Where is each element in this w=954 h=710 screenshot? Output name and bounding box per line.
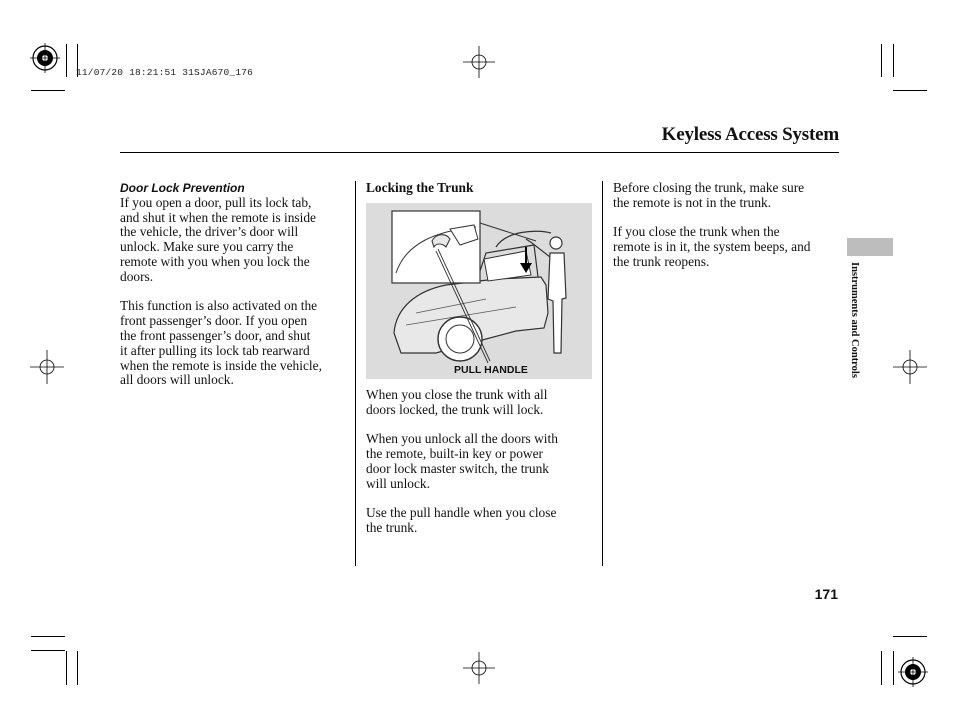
section-tab <box>847 238 893 256</box>
text-line: This function is also activated on the <box>120 298 318 314</box>
text-line: all doors will unlock. <box>120 372 234 388</box>
text-line: and shut it when the remote is inside <box>120 209 316 225</box>
text-line: unlock. Make sure you carry the <box>120 239 294 255</box>
text-line: doors locked, the trunk will lock. <box>366 401 544 417</box>
section-label <box>848 262 862 407</box>
pull-handle-label: PULL HANDLE <box>454 364 528 376</box>
crop-mark <box>77 651 78 685</box>
page-title: Keyless Access System <box>661 124 839 145</box>
crop-mark <box>881 651 882 685</box>
door-lock-prevention-heading: Door Lock Prevention <box>120 181 245 195</box>
text-line: when the remote is inside the vehicle, <box>120 357 322 373</box>
text-line: front passenger’s door. If you open <box>120 313 308 329</box>
crop-mark <box>66 651 67 685</box>
crop-mark <box>893 636 927 637</box>
crop-mark <box>893 651 894 685</box>
page-number: 171 <box>814 586 838 602</box>
text-line: the trunk reopens. <box>613 253 710 269</box>
text-line: the remote is not in the trunk. <box>613 194 772 210</box>
right-column <box>613 181 843 270</box>
title-rule <box>120 152 839 153</box>
text-line: door lock master switch, the trunk <box>366 460 549 476</box>
text-line: will unlock. <box>366 475 430 491</box>
crop-mark <box>66 44 67 77</box>
locking-the-trunk-heading: Locking the Trunk <box>366 180 474 195</box>
middle-column <box>366 181 596 196</box>
crosshair-icon <box>463 46 495 78</box>
text-line: If you close the trunk when the <box>613 224 780 240</box>
left-column <box>120 181 352 388</box>
middle-column-body <box>366 388 598 536</box>
crosshair-icon <box>893 350 927 384</box>
crop-mark <box>31 636 65 637</box>
crop-mark <box>31 650 65 651</box>
text-line: When you close the trunk with all <box>366 387 548 402</box>
text-line: If you open a door, pull its lock tab, <box>120 194 312 210</box>
crop-mark <box>893 90 927 91</box>
registration-target-icon <box>30 43 60 73</box>
print-timestamp: 11/07/20 18:21:51 31SJA670_176 <box>76 67 254 78</box>
text-line: remote with you when you lock the <box>120 253 310 269</box>
text-line: the vehicle, the driver’s door will <box>120 224 299 240</box>
text-line: When you unlock all the doors with <box>366 431 558 447</box>
text-line: the trunk. <box>366 520 418 536</box>
trunk-illustration <box>366 203 592 379</box>
car-trunk-icon <box>366 203 592 379</box>
text-line: Before closing the trunk, make sure <box>613 180 805 195</box>
crosshair-icon <box>463 652 495 684</box>
registration-target-icon <box>898 657 928 687</box>
text-line: the front passenger’s door, and shut <box>120 327 311 343</box>
text-line: it after pulling its lock tab rearward <box>120 342 310 358</box>
text-line: the remote, built-in key or power <box>366 446 544 462</box>
crosshair-icon <box>30 350 64 384</box>
crop-mark <box>31 90 65 91</box>
column-divider <box>602 181 603 566</box>
crop-mark <box>881 44 882 77</box>
section-label-text: Instruments and Controls <box>849 262 860 378</box>
text-line: doors. <box>120 268 154 284</box>
crop-mark <box>893 44 894 77</box>
text-line: Use the pull handle when you close <box>366 505 557 521</box>
column-divider <box>355 181 356 566</box>
text-line: remote is in it, the system beeps, and <box>613 239 811 255</box>
